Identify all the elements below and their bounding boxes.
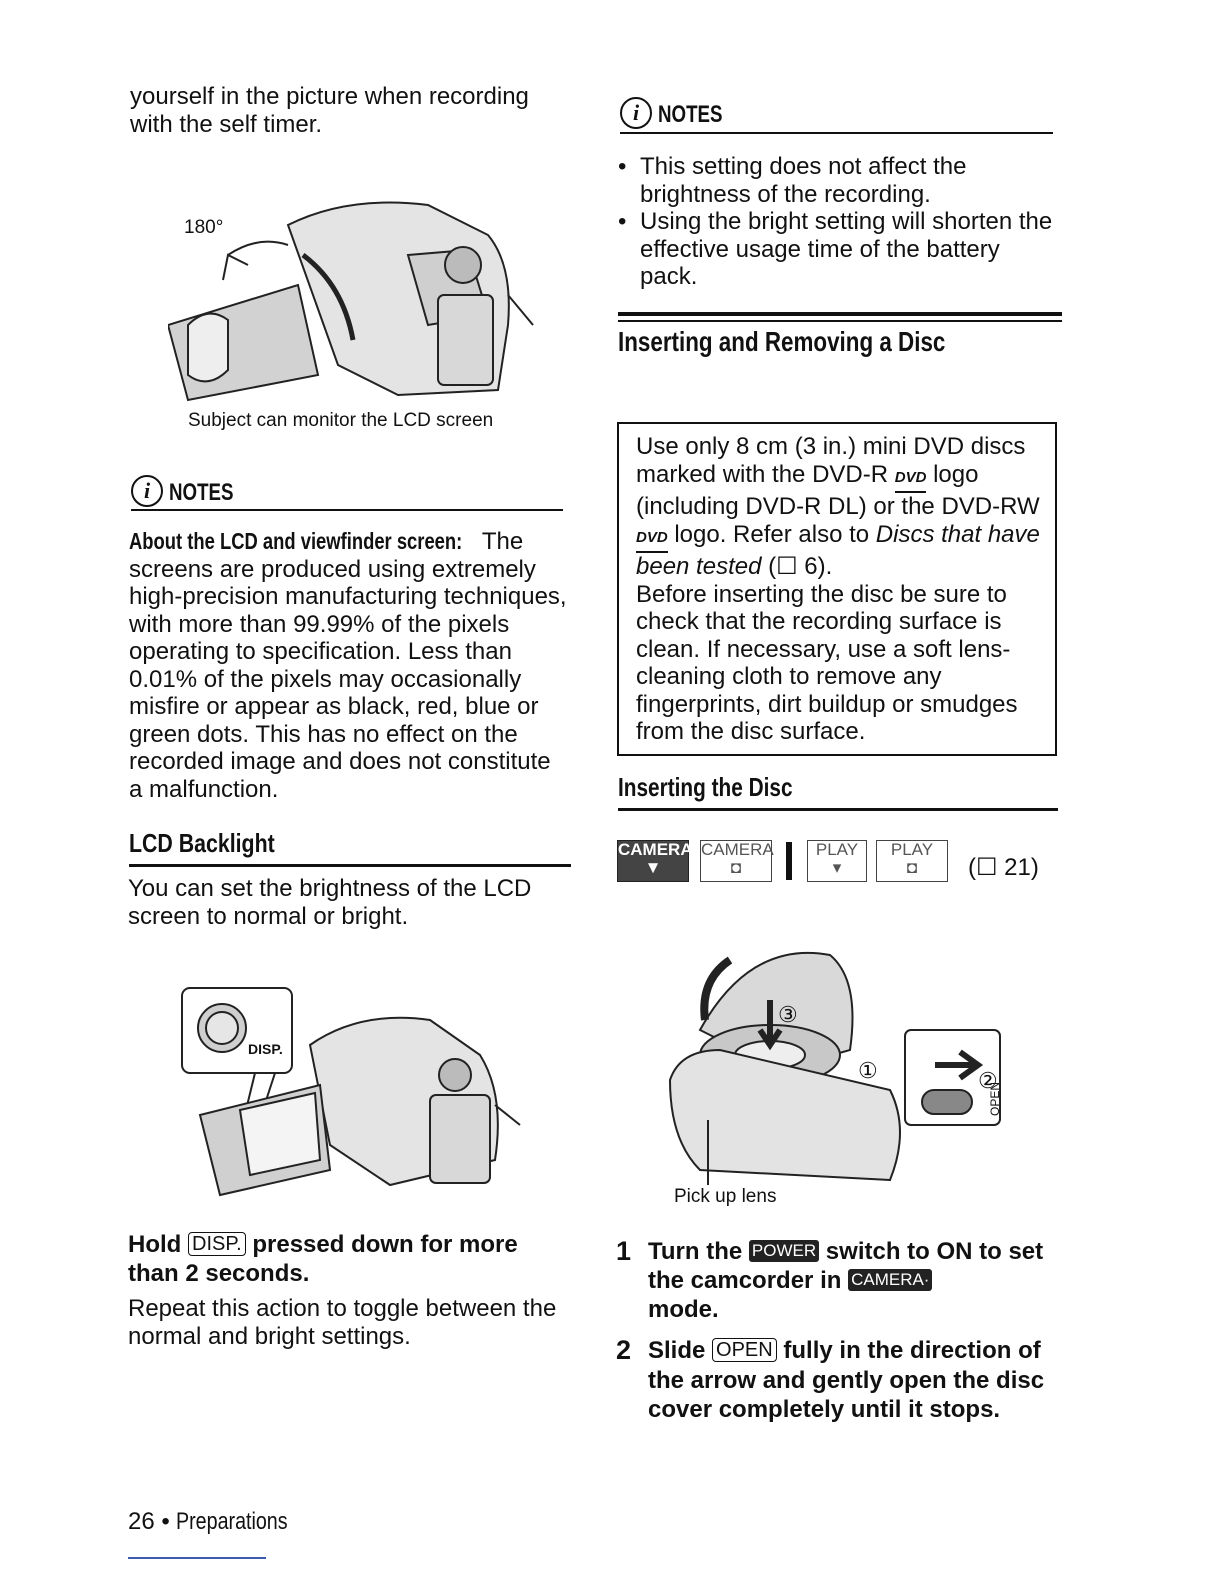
box-line-3: logo. Refer also to: [674, 520, 870, 548]
box-ref: (☐ 6).: [768, 553, 833, 580]
callout-1: ①: [858, 1058, 878, 1083]
box-italic: Discs that have been tested: [636, 520, 1040, 580]
power-key: POWER: [749, 1240, 819, 1262]
right-notes-item: • Using the bright setting will shorten the effective usage time of the battery pack.: [618, 208, 1063, 291]
info-icon: i: [131, 475, 163, 507]
hold-text-c: than 2 seconds.: [128, 1260, 310, 1287]
mode-separator: [786, 842, 792, 880]
section-top-rule-thin: [618, 320, 1062, 322]
notes-label: NOTES: [169, 479, 234, 506]
step-2-text-a: Slide: [648, 1337, 706, 1364]
step-2-text-b: fully in the direction of: [783, 1337, 1041, 1364]
callout-3: ③: [778, 1002, 798, 1027]
camera-mode-key: CAMERA·: [848, 1269, 932, 1291]
open-key: OPEN: [712, 1338, 777, 1362]
notes-body: The screens are produced using extremely high-precision manufacturing techniques, with more than 99.99% of the pixels operating to specification. Less than 0.01% of the pixels may occasionally misfire or appear as black, red, blue or green dots. This has no effect on the recorded image and does not constitute a malfunction.: [129, 528, 567, 803]
notes-lead: About the LCD and viewfinder screen:: [129, 528, 463, 554]
section-heading: Inserting and Removing a Disc: [618, 326, 946, 357]
step-1-text-c: the camcorder in: [648, 1267, 842, 1294]
box-line-2: logo (including DVD-R DL) or the DVD-RW: [636, 460, 1040, 520]
intro-text: [130, 83, 580, 138]
backlight-rule: [129, 864, 571, 867]
mode-camera-photo-label: CAMERA: [701, 840, 774, 859]
notes-header: [131, 475, 252, 507]
mode-camera-photo: CAMERA ◘: [700, 840, 772, 882]
backlight-text: You can set the brightness of the LCD screen to normal or bright.: [128, 875, 532, 930]
figure-caption: Subject can monitor the LCD screen: [188, 410, 494, 431]
intro-line-2: with the self timer.: [130, 110, 323, 138]
hold-text-a: Hold: [128, 1231, 182, 1258]
mode-camera-video-label: CAMERA: [618, 840, 693, 859]
right-notes-item: • This setting does not affect the brightness of the recording.: [618, 153, 1063, 208]
intro-line-1: yourself in the picture when recording: [130, 83, 529, 110]
right-notes-header: [620, 97, 741, 129]
right-notes-label: NOTES: [658, 101, 723, 128]
hold-instruction: [128, 1230, 578, 1288]
footer-section: Preparations: [176, 1508, 289, 1535]
info-icon: i: [620, 97, 652, 129]
pickup-lens-caption: Pick up lens: [674, 1186, 777, 1207]
step-1-text-d: mode.: [648, 1296, 719, 1323]
subheading: Inserting the Disc: [618, 772, 793, 802]
notes-rule: [131, 509, 563, 511]
step-2-number: 2: [616, 1335, 632, 1365]
step-1-number: 1: [616, 1236, 632, 1266]
disp-key: DISP.: [188, 1232, 246, 1256]
dvd-r-logo: DVD: [895, 464, 927, 494]
footer: [128, 1508, 313, 1536]
open-label: OPEN: [988, 1081, 1003, 1117]
step-2-text-c: the arrow and gently open the disc: [648, 1366, 1045, 1394]
step-1: [616, 1237, 1066, 1324]
notes-paragraph: [129, 528, 569, 803]
repeat-text: Repeat this action to toggle between the normal and bright settings.: [128, 1295, 557, 1350]
mode-camera-video: CAMERA ▼: [617, 840, 689, 882]
page-number: 26: [128, 1508, 155, 1535]
mode-play-video-label: PLAY: [815, 840, 859, 859]
right-notes-list: [618, 153, 1063, 291]
callout-2: ②: [978, 1068, 998, 1093]
subheading-rule: [618, 808, 1058, 811]
step-1-text-b: switch to ON to set: [825, 1238, 1044, 1265]
step-2: [616, 1336, 1066, 1425]
box-line-1: Use only 8 cm (3 in.) mini DVD discs marked with the DVD-R: [636, 433, 1026, 488]
mode-play-photo: PLAY ◘: [876, 840, 948, 882]
angle-label: 180°: [184, 217, 224, 238]
disc-info-text: [636, 433, 1041, 746]
step-2-text-d: cover completely until it stops.: [648, 1396, 1001, 1423]
mode-play-photo-label: PLAY: [890, 840, 934, 859]
section-top-rule-thick: [618, 312, 1062, 316]
hold-text-b: pressed down for more: [252, 1231, 518, 1258]
disc-insertion-illustration: [660, 940, 1010, 1207]
backlight-heading: LCD Backlight: [129, 828, 275, 858]
mode-reference: (☐ 21): [968, 854, 1039, 881]
right-notes-rule: [620, 132, 1053, 134]
footer-underline: [128, 1557, 266, 1559]
mode-play-video: PLAY ▾: [807, 840, 867, 882]
camcorder-lcd-rotated-illustration: [168, 195, 538, 405]
disp-label: DISP.: [248, 1041, 283, 1057]
disp-button-illustration: [180, 985, 525, 1200]
dvd-rw-logo: DVD: [636, 524, 668, 554]
box-line-4: Before inserting the disc be sure to check that the recording surface is clean. If necessary, use a soft lens-cleaning cloth to remove any fingerprints, dirt buildup or smudges from the disc surface.: [636, 580, 1018, 745]
footer-bullet: •: [161, 1508, 170, 1535]
step-1-text-a: Turn the: [648, 1238, 743, 1265]
